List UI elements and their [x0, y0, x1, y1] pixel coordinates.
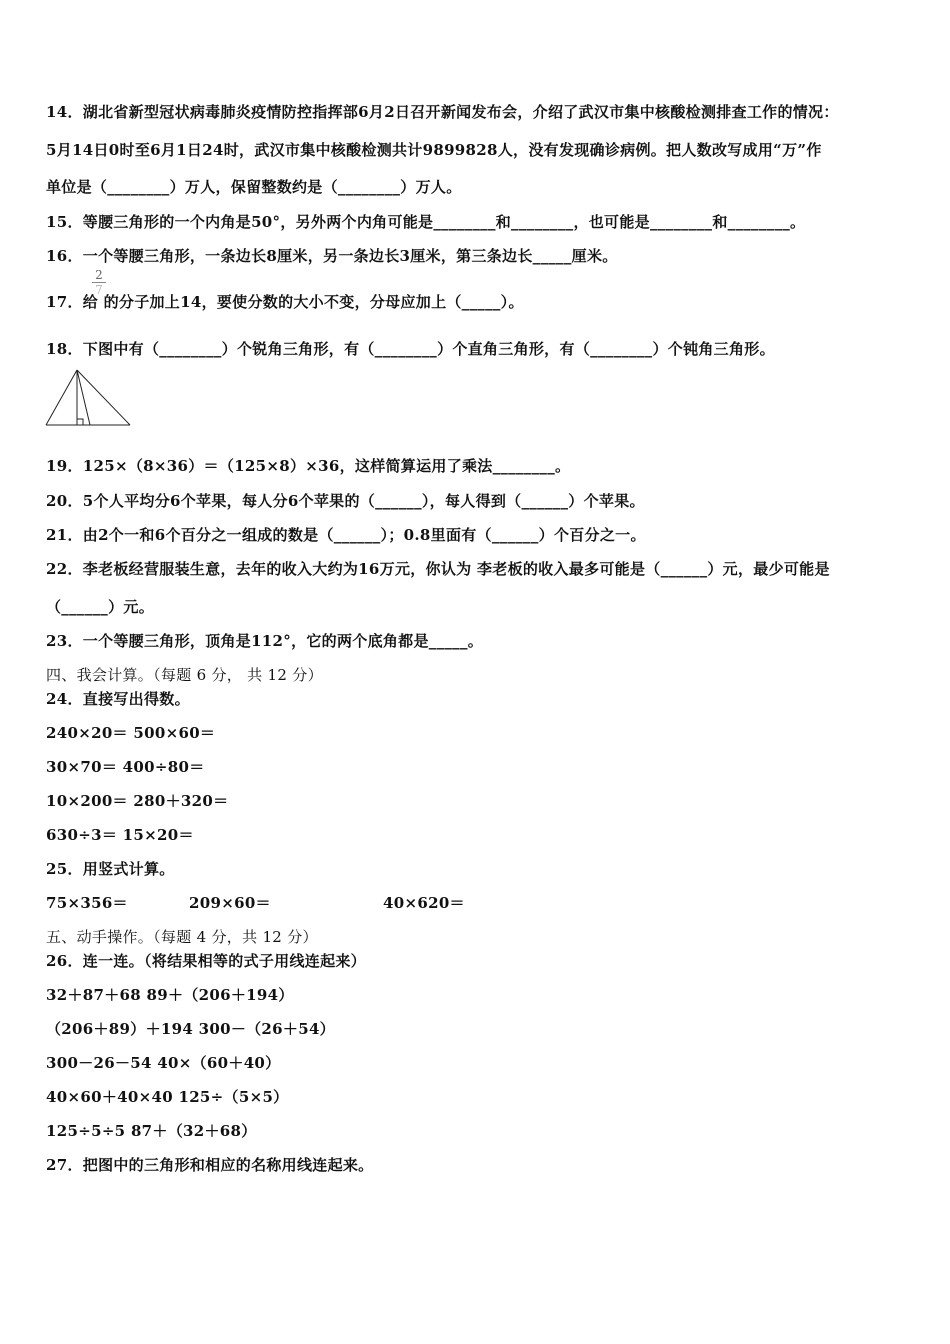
calc-row-1: 240×20＝ 500×60＝: [46, 724, 216, 742]
line-14a: 14．湖北省新型冠状病毒肺炎疫情防控指挥部6月2日召开新闻发布会，介绍了武汉市集中核酸检测排查工作的情况：: [46, 103, 839, 121]
match-row-2: （206＋89）＋194 300－（26＋54）: [46, 1020, 335, 1038]
line-22a: 22．李老板经营服装生意，去年的收入大约为16万元，你认为 李老板的收入最多可能是（______）元，最少可能是: [46, 560, 830, 578]
vertical-calc-1: 75×356＝: [46, 894, 128, 912]
match-row-1: 32＋87＋68 89＋（206＋194）: [46, 986, 294, 1004]
line-18: 18．下图中有（________）个锐角三角形，有（________）个直角三角形，有（________）个钝角三角形。: [46, 340, 775, 358]
section-5-heading: 五、动手操作。（每题 4 分，共 12 分）: [46, 928, 318, 946]
line-14b: 5月14日0时至6月1日24时，武汉市集中核酸检测共计9899828人，没有发现确诊病例。把人数改写成用“万”作: [46, 141, 822, 159]
line-20: 20．5个人平均分6个苹果，每人分6个苹果的（______），每人得到（______）个苹果。: [46, 492, 645, 510]
match-row-3: 300－26－54 40×（60＋40）: [46, 1054, 281, 1072]
line-26: 26．连一连。（将结果相等的式子用线连起来）: [46, 952, 366, 970]
calc-row-4: 630÷3＝ 15×20＝: [46, 826, 194, 844]
line-27: 27．把图中的三角形和相应的名称用线连起来。: [46, 1156, 374, 1174]
line-21: 21．由2个一和6个百分之一组成的数是（______）；0.8里面有（______）个百分之一。: [46, 526, 646, 544]
match-row-5: 125÷5÷5 87＋（32＋68）: [46, 1122, 257, 1140]
calc-row-3: 10×200＝ 280＋320＝: [46, 792, 229, 810]
line-25: 25．用竖式计算。: [46, 860, 175, 878]
vertical-calc-3: 40×620＝: [383, 894, 465, 912]
line-24: 24．直接写出得数。: [46, 690, 190, 708]
triangle-right-side: [77, 370, 130, 425]
triangle-cevian: [77, 370, 90, 425]
fraction-numerator: 2: [92, 268, 106, 283]
line-22b: （______）元。: [46, 598, 155, 616]
calc-row-2: 30×70＝ 400÷80＝: [46, 758, 205, 776]
vertical-calc-2: 209×60＝: [189, 894, 271, 912]
triangle-figure: [44, 368, 134, 428]
section-4-heading: 四、我会计算。（每题 6 分， 共 12 分）: [46, 666, 323, 684]
right-angle-mark: [77, 419, 83, 425]
line-15: 15．等腰三角形的一个内角是50°，另外两个内角可能是________和________，也可能是________和________。: [46, 213, 806, 231]
fraction-denominator: 7: [95, 283, 103, 297]
line-19: 19．125×（8×36）＝（125×8）×36，这样简算运用了乘法________。: [46, 457, 571, 475]
match-row-4: 40×60＋40×40 125÷（5×5）: [46, 1088, 289, 1106]
line-23: 23．一个等腰三角形，顶角是112°，它的两个底角都是_____。: [46, 632, 484, 650]
line-17: 17．给 的分子加上14，要使分数的大小不变，分母应加上（_____）。: [46, 293, 524, 311]
triangle-left-side: [46, 370, 77, 425]
line-14c: 单位是（________）万人，保留整数约是（________）万人。: [46, 178, 462, 196]
line-16: 16．一个等腰三角形，一条边长8厘米，另一条边长3厘米，第三条边长_____厘米。: [46, 247, 618, 265]
